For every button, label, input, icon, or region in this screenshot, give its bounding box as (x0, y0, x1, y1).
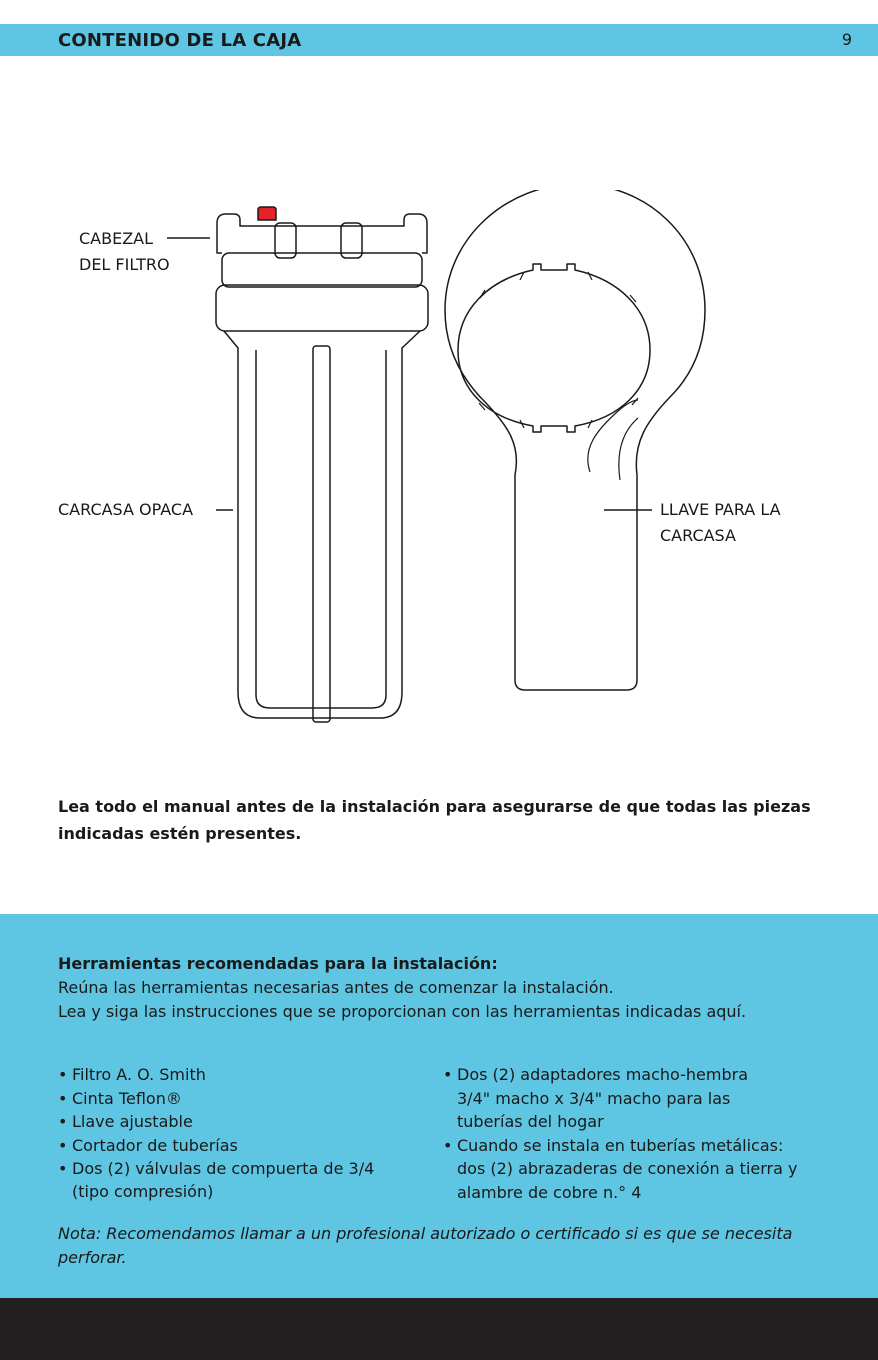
header-bar (0, 24, 878, 56)
tool-item: • Cinta Teflon® (58, 1087, 374, 1111)
tool-item: • Llave ajustable (58, 1110, 374, 1134)
filter-head-label (79, 226, 170, 278)
tool-item-continuation: 3/4" macho x 3/4" macho para las (457, 1088, 731, 1108)
tools-instruction-1: Reúna las herramientas necesarias antes de comenzar la instalación. (58, 978, 614, 997)
tool-item-continuation: tuberías del hogar (457, 1112, 604, 1131)
tools-list-right (443, 1063, 748, 1087)
intro-paragraph: Lea todo el manual antes de la instalación para asegurarse de que todas las piezas indicadas estén presentes. (58, 797, 811, 843)
tool-item-continuation: dos (2) abrazaderas de conexión a tierra y (457, 1159, 798, 1178)
housing-wrench-icon (445, 190, 705, 690)
tool-item-continuation: alambre de cobre n.° 4 (457, 1182, 642, 1202)
filter-head-label-line2: DEL FILTRO (79, 255, 170, 274)
opaque-housing-label: CARCASA OPACA (58, 500, 194, 519)
installation-note: Nota: Recomendamos llamar a un profesional autorizado o certificado si es que se necesita perforar. (58, 1224, 793, 1267)
tools-list-left (58, 1063, 374, 1181)
filter-housing-icon (216, 207, 428, 722)
tool-item: • Dos (2) adaptadores macho-hembra (443, 1063, 748, 1087)
footer-bar (0, 1298, 878, 1360)
filter-head-label-line1: CABEZAL (79, 229, 154, 248)
tools-heading: Herramientas recomendadas para la instalación: (58, 954, 498, 973)
tool-item-continuation: (tipo compresión) (72, 1182, 214, 1201)
box-contents-illustration (0, 190, 878, 730)
tool-item: • Cuando se instala en tuberías metálicas: (443, 1134, 783, 1158)
tool-item: • Dos (2) válvulas de compuerta de 3/4 (58, 1157, 374, 1181)
page-number: 9 (841, 30, 852, 49)
page-title: CONTENIDO DE LA CAJA (58, 30, 302, 51)
tool-item: • Filtro A. O. Smith (58, 1063, 374, 1087)
tool-item: • Cortador de tuberías (58, 1134, 374, 1158)
wrench-label-line2: CARCASA (660, 526, 736, 545)
wrench-label (660, 497, 781, 549)
tools-panel (0, 914, 878, 1298)
wrench-label-line1: LLAVE PARA LA (660, 500, 781, 519)
tools-instruction-2: Lea y siga las instrucciones que se proporcionan con las herramientas indicadas aquí. (58, 1002, 747, 1021)
tools-list-right-2 (443, 1134, 783, 1158)
